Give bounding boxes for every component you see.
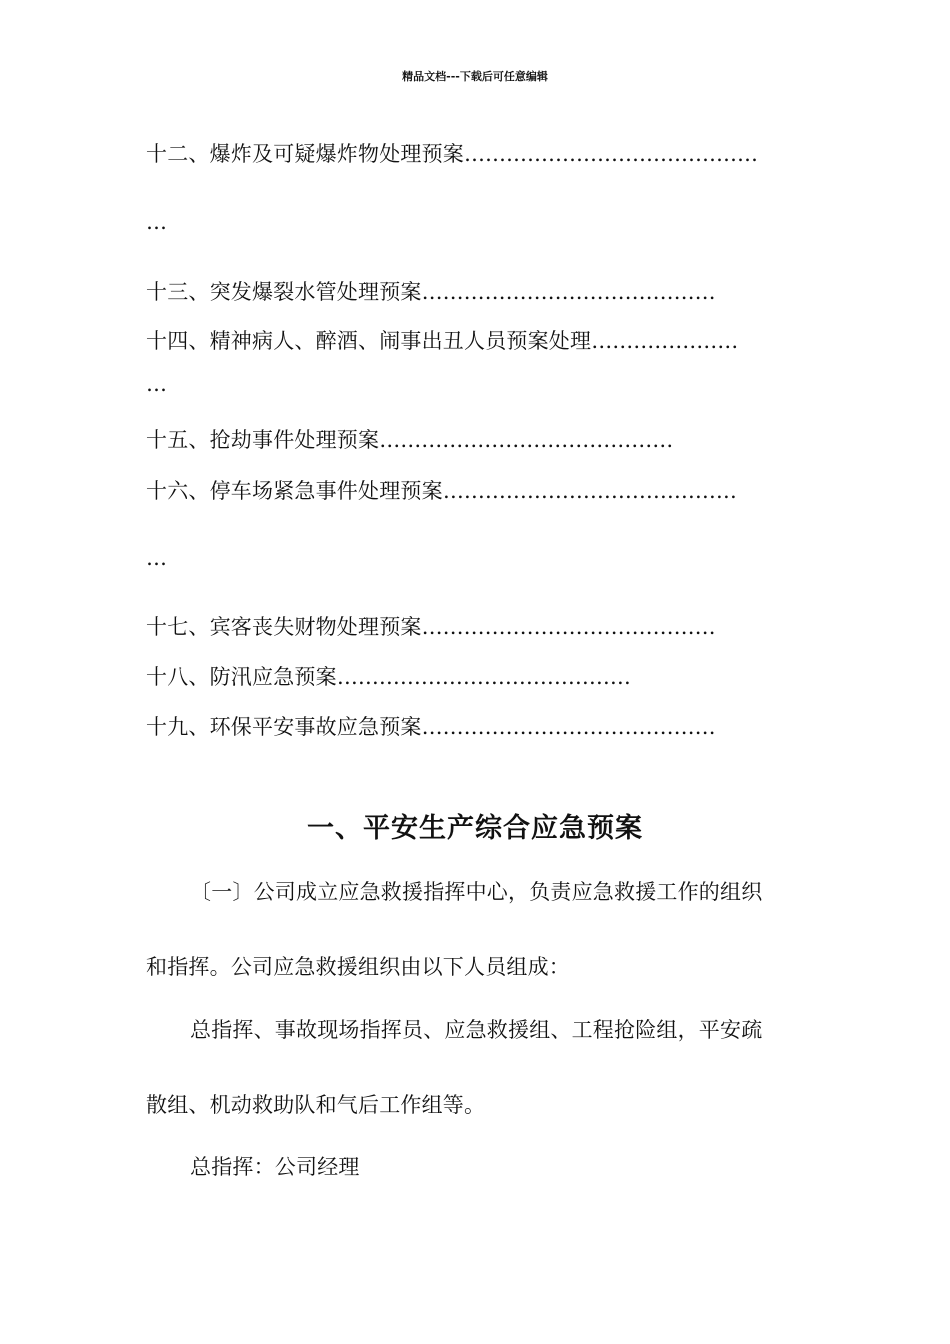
toc-item — [146, 711, 716, 741]
toc-item-continuation — [146, 546, 167, 570]
toc-item — [146, 661, 631, 691]
toc-label: 十二、爆炸及可疑爆炸物处理预案 — [146, 142, 464, 166]
toc-leader: …………………………………… — [464, 142, 758, 166]
toc-leader: … — [146, 372, 167, 396]
body-paragraph-line: 〔一〕公司成立应急救援指挥中心，负责应急救援工作的组织 — [190, 880, 763, 904]
toc-leader: ………………… — [591, 329, 739, 353]
page-header: 精品文档---下载后可任意编辑 — [402, 70, 548, 83]
toc-leader: …………………………………… — [379, 428, 674, 452]
toc-label: 十七、宾客丧失财物处理预案 — [146, 615, 422, 639]
toc-label: 十九、环保平安事故应急预案 — [146, 715, 422, 739]
section-heading: 一、平安生产综合应急预案 — [307, 813, 643, 844]
toc-item — [146, 138, 758, 168]
body-paragraph-line: 散组、机动救助队和气后工作组等。 — [146, 1093, 486, 1117]
toc-leader: …………………………………… — [421, 280, 716, 304]
toc-label: 十三、突发爆裂水管处理预案 — [146, 280, 422, 304]
toc-label: 十六、停车场紧急事件处理预案 — [146, 479, 443, 503]
toc-label: 十八、防汛应急预案 — [146, 665, 337, 689]
body-paragraph-line: 总指挥、事故现场指挥员、应急救援组、工程抢险组，平安疏 — [190, 1018, 763, 1042]
toc-leader: …………………………………… — [421, 615, 716, 639]
toc-item — [146, 475, 737, 505]
toc-item — [146, 276, 716, 306]
toc-item — [146, 424, 673, 454]
toc-item — [146, 611, 716, 641]
toc-leader: …………………………………… — [336, 665, 631, 689]
toc-item-continuation — [146, 372, 167, 396]
toc-leader: … — [146, 546, 167, 570]
body-paragraph-line: 总指挥：公司经理 — [190, 1155, 360, 1179]
toc-leader: …………………………………… — [442, 479, 737, 503]
toc-label: 十五、抢劫事件处理预案 — [146, 428, 380, 452]
toc-leader: …………………………………… — [421, 715, 716, 739]
toc-leader: … — [146, 210, 167, 234]
toc-label: 十四、精神病人、醉酒、闹事出丑人员预案处理 — [146, 329, 592, 353]
body-paragraph-line: 和指挥。公司应急救援组织由以下人员组成： — [146, 955, 570, 979]
toc-item — [146, 325, 738, 355]
toc-item-continuation — [146, 210, 167, 234]
